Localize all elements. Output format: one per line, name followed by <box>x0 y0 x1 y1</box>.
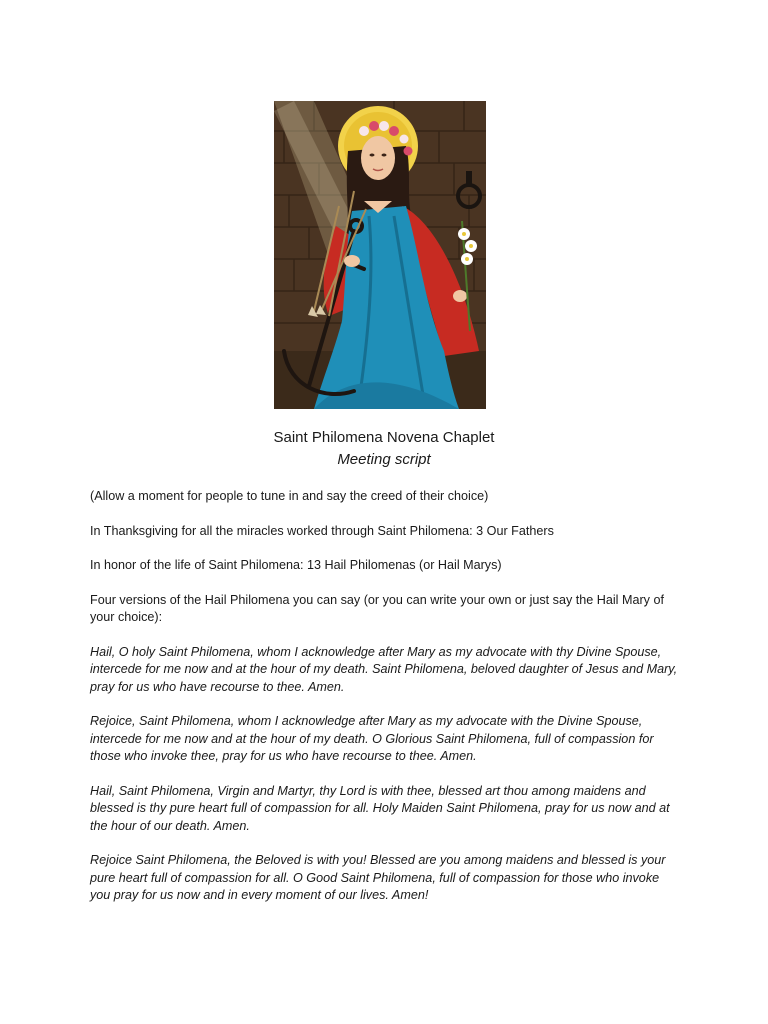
title-block <box>0 427 768 470</box>
honor-paragraph: In honor of the life of Saint Philomena: 13 Hail Philomenas (or Hail Marys) <box>90 558 502 572</box>
intro-paragraph: (Allow a moment for people to tune in and say the creed of their choice) <box>90 489 489 503</box>
prayer-paragraph-1: Hail, O holy Saint Philomena, whom I acknowledge after Mary as my advocate with thy Divine Spouse, intercede for me now and at the hour of my death. Saint Philomena, beloved daughter of Jesus and Mary, pray for us who have recourse to thee. Amen. <box>90 644 678 694</box>
document-body <box>90 488 680 922</box>
saint-philomena-image <box>274 101 486 409</box>
thanksgiving-paragraph: In Thanksgiving for all the miracles worked through Saint Philomena: 3 Our Fathers <box>90 523 554 538</box>
document-subtitle: Meeting script <box>337 451 431 468</box>
prayer-paragraph-3: Hail, Saint Philomena, Virgin and Martyr, thy Lord is with thee, blessed art thou among maidens and blessed is thy pure heart full of compassion for all. Holy Maiden Saint Philomena, pray for us now and at the hour of our death. Amen. <box>90 783 670 833</box>
saint-philomena-illustration <box>274 101 486 409</box>
prayer-paragraph-2: Rejoice, Saint Philomena, whom I acknowledge after Mary as my advocate with the Divine Spouse, intercede for me now and at the hour of my death. O Glorious Saint Philomena, full of compassion for those who invoke thee, pray for us who have recourse to thee. Amen. <box>90 714 654 763</box>
document-title: Saint Philomena Novena Chaplet <box>273 429 495 446</box>
prayer-paragraph-4: Rejoice Saint Philomena, the Beloved is with you! Blessed are you among maidens and blessed is your pure heart full of compassion for all. O Good Saint Philomena, full of compassion for those who invoke you pray for us now and in every moment of our lives. Amen! <box>90 853 666 902</box>
versions-intro-paragraph: Four versions of the Hail Philomena you can say (or you can write your own or just say the Hail Mary of your choice): <box>90 592 664 624</box>
